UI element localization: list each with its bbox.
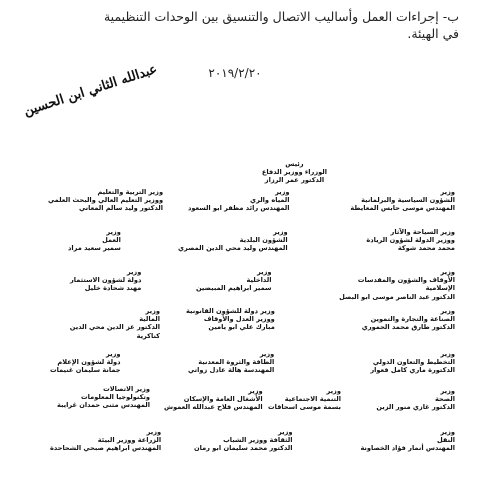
signatory-block [196, 268, 271, 293]
signatory-block [48, 188, 163, 213]
signatory-name: مبارك علي ابو يامين [208, 323, 275, 332]
signatory-name: المهندس مثنى حمدان غرايبة [56, 401, 150, 410]
signatory-portfolio: الشؤون السياسية والبرلمانية [361, 196, 455, 205]
signatory-title: وزير [278, 428, 293, 436]
signatory-title: وزير [106, 228, 121, 236]
signatory-block [186, 307, 275, 332]
signatory-portfolio: الشؤون البلدية [239, 236, 288, 245]
signatory-title: وزير التربية والتعليم [97, 188, 164, 196]
signatory-title: وزير [145, 307, 160, 315]
signatory-name: الدكتور وليد سالم المعاني [78, 204, 164, 213]
signatory-block [50, 385, 150, 410]
document-heading [59, 8, 459, 42]
signatory-name: الدكتور عبد الناصر موسى ابو البصل [339, 292, 455, 301]
royal-signature: عبدالله الثاني ابن الحسين [22, 61, 160, 120]
signatory-block [268, 387, 341, 412]
signatory-title: وزير [440, 307, 455, 315]
signatory-portfolio: الصناعة والتجارة والتموين [370, 315, 455, 324]
signatory-portfolio: ووزير الدولة لشؤون الريادة [366, 236, 455, 245]
signatory-name: محمد محمد شوكة [397, 244, 455, 253]
signatory-block [164, 387, 263, 412]
signatory-name: جمانة سليمان غنيمات [50, 366, 121, 375]
signatory-title: وزير [126, 268, 142, 276]
document-date: ٢٠١٩/٢/٢٠ [208, 66, 262, 80]
signatory-block [50, 428, 161, 453]
signatory-title: وزير [259, 350, 275, 358]
signatory-name: سمير سعيد مراد [68, 244, 121, 253]
signatory-portfolio: المياه والري [250, 196, 290, 205]
signatory-title: وزير [273, 228, 288, 236]
signatory-name: الدكتور عمر الرزاز [264, 176, 325, 185]
signatory-block [360, 428, 455, 453]
signatory-title: وزير دولة للشؤون القانونية [186, 307, 275, 315]
signatory-title: وزير [440, 188, 455, 196]
signatory-block [178, 228, 288, 253]
signatory-portfolio: ووزير التعليم العالي والبحث العلمي [48, 196, 164, 205]
signatory-title: وزير [106, 350, 121, 358]
signatory-block [350, 188, 455, 213]
signatory-portfolio: الوزراء ووزير الدفاع [261, 168, 327, 177]
signatory-name: المهندس فلاح عبدالله العموش [164, 403, 263, 412]
signatory-title: رئيس [285, 160, 304, 168]
signatory-block-prime-minister [262, 160, 327, 185]
signatory-portfolio: الزراعة ووزير البيئة [97, 436, 162, 445]
signatory-portfolio: العمل [102, 236, 121, 245]
signatory-block [70, 268, 141, 293]
signatory-name: الدكتورة ماري كامل قعوار [370, 366, 455, 375]
signatory-name: الدكتور طارق محمد الحموري [361, 323, 455, 332]
signatory-portfolio: الأشغال العامة والإسكان [183, 395, 263, 404]
signatory-title: وزير [440, 387, 455, 395]
signatory-block [68, 228, 121, 253]
signatory-block [362, 307, 455, 332]
signatory-title: وزير [440, 350, 455, 358]
signatory-portfolio: ووزير العدل والأوقاف [203, 315, 275, 324]
signatory-portfolio: الطاقة والثروة المعدنية [198, 358, 275, 367]
signatory-title: وزير [326, 387, 341, 395]
signatory-block [188, 188, 290, 213]
signatory-name: الدكتور غازي منور الزبن [376, 403, 455, 412]
signatory-name: المهندس ابراهيم صبحي الشحاحدة [50, 444, 162, 453]
signatory-name: سمير ابراهيم المبيضين [196, 284, 272, 293]
signatory-portfolio: الصحة [435, 395, 455, 404]
signatory-title: وزير [248, 387, 263, 395]
signatory-block [366, 228, 455, 253]
signatory-title: وزير السياحة والآثار [390, 228, 455, 236]
signatory-title: وزير الاتصالات [103, 385, 150, 393]
signatory-title: وزير [440, 428, 455, 436]
signatory-title: وزير [440, 268, 455, 276]
signatory-block [52, 307, 160, 340]
signatory-name: الدكتور عز الدين محي الدين كناكرية [69, 323, 160, 340]
signatory-block [50, 350, 121, 375]
signatory-portfolio: التنمية الاجتماعية [284, 395, 341, 404]
signatory-name: المهندسة هالة عادل زواتي [188, 366, 275, 375]
heading-line-1: ب- إجراءات العمل وأساليب الاتصال والتنسيق بين الوحدات التنظيمية [103, 9, 459, 24]
signatory-name: المهندس رائد مظفر ابو السعود [188, 204, 290, 213]
signatory-name: المهندس أنمار فؤاد الخصاونة [360, 444, 455, 453]
signatory-portfolio: التخطيط والتعاون الدولي [372, 358, 455, 367]
signatory-name: الدكتور محمد سليمان ابو رمان [194, 444, 293, 453]
signatory-portfolio: دولة لشؤون الإعلام [57, 358, 121, 367]
heading-line-2: في الهيئة. [407, 26, 459, 41]
signatory-portfolio: الداخلية [246, 276, 272, 285]
signatory-block [335, 268, 455, 301]
signatory-title: وزير [257, 268, 272, 276]
signatory-portfolio: النقل [436, 436, 455, 445]
signatory-portfolio: الأوقاف والشؤون والمقدسات الإسلامية [357, 276, 455, 293]
signatory-block [188, 350, 274, 375]
signatory-block [345, 350, 455, 375]
signatory-title: وزير [146, 428, 162, 436]
signatory-name: بسمة موسى اسحاقات [268, 403, 341, 412]
signatory-portfolio: المالية [139, 315, 160, 324]
signatory-portfolio: دولة لشؤون الاستثمار [70, 276, 142, 285]
signatory-block [375, 387, 455, 412]
signatory-portfolio: الثقافة ووزير الشباب [223, 436, 293, 445]
signatory-name: المهندس وليد محي الدين المصري [178, 244, 288, 253]
signatory-title: وزير [275, 188, 290, 196]
signatory-block [194, 428, 293, 453]
signatory-portfolio: وتكنولوجيا المعلومات [81, 393, 150, 402]
signatory-name: المهندس موسى حابس المعايطة [350, 204, 455, 213]
signatory-name: مهند شحادة خليل [84, 284, 142, 293]
